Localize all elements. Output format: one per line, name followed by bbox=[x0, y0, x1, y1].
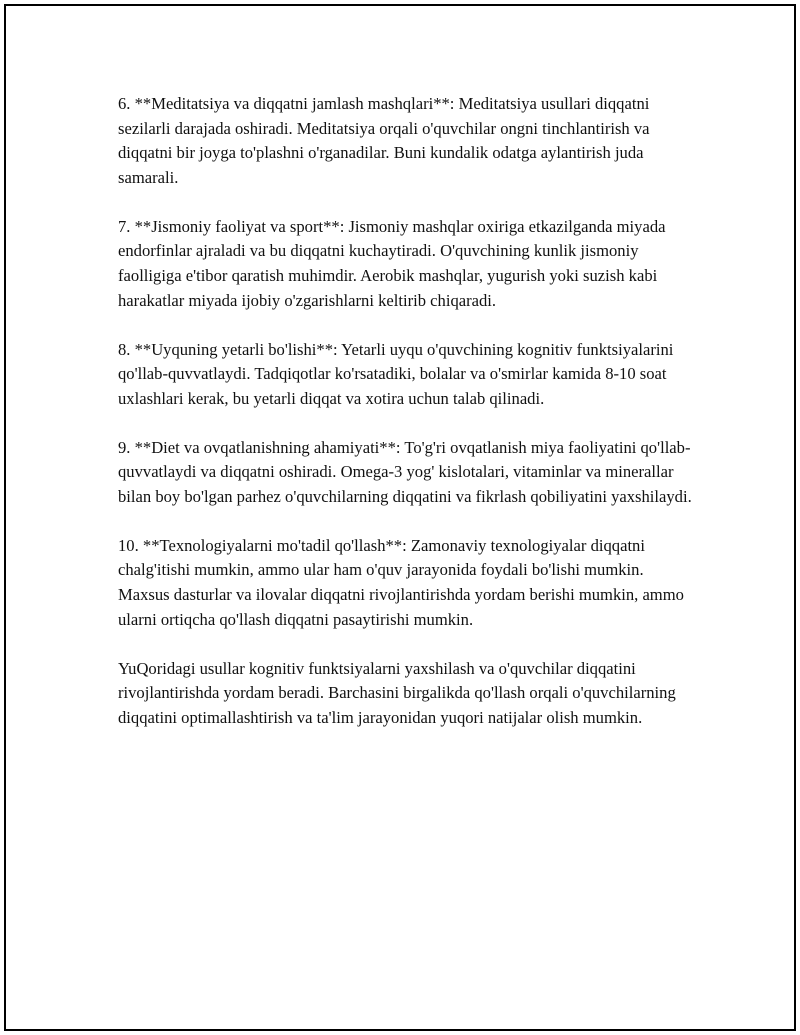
paragraph-meditation: 6. **Meditatsiya va diqqatni jamlash mashqlari**: Meditatsiya usullari diqqatni sezilarli darajada oshiradi. Meditatsiya orqali o'quvchilar ongni tinchlantirish va diqqatni bir joyga to'plashni o'rganadilar. Buni kundalik odatga aylantirish juda samarali. bbox=[118, 94, 650, 187]
document-body bbox=[118, 92, 698, 755]
paragraph-diet: 9. **Diet va ovqatlanishning ahamiyati**: To'g'ri ovqatlanish miya faoliyatini qo'llab-quvvatlaydi va diqqatni oshiradi. Omega-3 yog' kislotalari, vitaminlar va minerallar bilan boy bo'lgan parhez o'quvchilarning diqqatini va fikrlash qobiliyatini yaxshilaydi. bbox=[118, 437, 692, 506]
paragraph-conclusion: YuQoridagi usullar kognitiv funktsiyalarni yaxshilash va o'quvchilar diqqatini rivojlantirishda yordam beradi. Barchasini birgalikda qo'llash orqali o'quvchilarning diqqatini optimallashtirish va ta'lim jarayonidan yuqori natijalar olish mumkin. bbox=[118, 658, 676, 727]
paragraph-sleep: 8. **Uyquning yetarli bo'lishi**: Yetarli uyqu o'quvchining kognitiv funktsiyalarini qo'llab-quvvatlaydi. Tadqiqotlar ko'rsatadiki, bolalar va o'smirlar kamida 8-10 soat uxlashlari kerak, bu yetarli diqqat va xotira uchun talab qilinadi. bbox=[118, 339, 674, 408]
paragraph-technology: 10. **Texnologiyalarni mo'tadil qo'llash**: Zamonaviy texnologiyalar diqqatni chalg'itishi mumkin, ammo ular ham o'quv jarayonida foydali bo'lishi mumkin. Maxsus dasturlar va ilovalar diqqatni rivojlantirishda yordam berishi mumkin, ammo ularni ortiqcha qo'llash diqqatni pasaytirishi mumkin. bbox=[118, 535, 684, 629]
paragraph-physical-activity: 7. **Jismoniy faoliyat va sport**: Jismoniy mashqlar oxiriga etkazilganda miyada endorfinlar ajraladi va bu diqqatni kuchaytiradi. O'quvchining kunlik jismoniy faolligiga e'tibor qaratish muhimdir. Aerobik mashqlar, yugurish yoki suzish kabi harakatlar miyada ijobiy o'zgarishlarni keltirib chiqaradi. bbox=[118, 216, 666, 310]
